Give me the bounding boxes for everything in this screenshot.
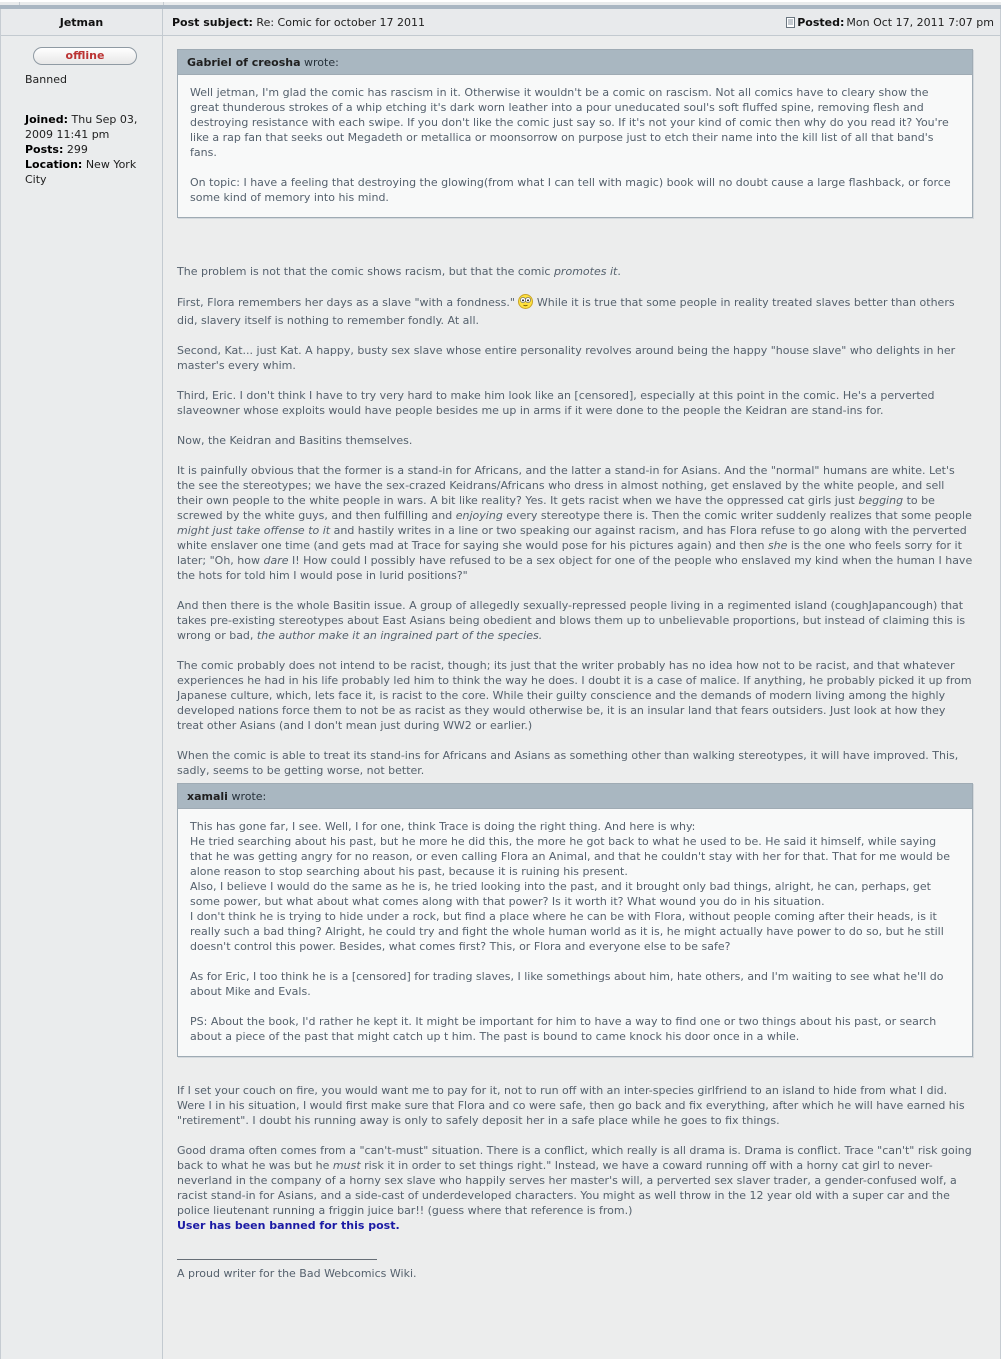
- post-subject-cell: [163, 9, 1000, 35]
- quote-paragraph: Well jetman, I'm glad the comic has rascism in it. Otherwise it wouldn't be a comic on rascism. Not all comics have to cleary show the great thunderous strokes of a whip etching it's dark worn leather into a pour uneducated soul's soft fluffed spine, removing flesh and destroying resistance with each swipe. If you don't like the comic just say so. If it's not your kind of comic then why do you read it? You're like a rap fan that seeks out Megadeth or metallica or moonsorrow on purpose just to etch their name into the kill list of all that band's fans.: [190, 86, 949, 159]
- quote-paragraph: PS: About the book, I'd rather he kept it. It might be important for him to have a way to find one or two things about his past, or search about a piece of the past that might catch up t him. The past is bound to came knock his door once in a while.: [190, 1015, 937, 1043]
- posted-info: [786, 15, 994, 30]
- posts-value: 299: [66, 143, 88, 156]
- post-paragraph: Good drama often comes from a "can't-must" situation. There is a conflict, which really is all drama is. Drama is conflict. Trace "can't" risk going back to what he was but he must risk it in order to set things right." Instead, we have a coward running off with a horny cat girl to never-neverland in the company of a horny sex slave who happily serves her master's will, a perverted sex slaver trader, a gender-confused wolf, a racist stand-in for Asians, and a side-cast of underdeveloped characters. You might as well throw in the 12 year old with a super car and the police lieutenant running a friggin juice bar!! (guess where that reference is from.): [177, 1144, 972, 1217]
- post-time-icon: [786, 17, 795, 28]
- post-paragraph: If I set your couch on fire, you would want me to pay for it, not to run off with an inter-species girlfriend to an island to hide from what I did. Were I in his situation, I would first make sure that Flora and co were safe, then go back and fix everything, after which he will have earned his "retirement". I doubt his running away is only to safely deposit her in a safe place while he goes to fix things.: [177, 1084, 965, 1127]
- quote-content: [178, 809, 972, 1056]
- posts-label: Posts:: [25, 143, 64, 156]
- posted-label: Posted:: [797, 15, 845, 29]
- shock-smiley-icon: [518, 294, 533, 313]
- quote-wrote-label: wrote:: [304, 56, 339, 69]
- quote-block: [177, 49, 973, 218]
- quote-paragraph: This has gone far, I see. Well, I for one, think Trace is doing the right thing. And here is why: He tried searching about his past, but he more he did this, the more he got back to what he used to be. He said it himself, while saying that he was getting angry for no reason, or even calling Flora an Animal, and that he couldn't stay with her for that. That for me would be alone reason to stop searching about his past, because it is ruining his present. Also, I believe I would do the same as he is, he tried looking into the past, and it brought only bad things, alright, he can, perhaps, get some power, but what about what comes along with that power? Is it worth it? What wound you do in his situation. I don't think he is trying to hide under a rock, but find a place where he can be with Flora, without people coming after their heads, is it really such a bad thing? Alright, he could try and fight the whole human world as it is, he might actually have power to do so, but he still doesn't control this power. Besides, what comes first? This, or Flora and everyone else to be safe?: [190, 820, 951, 953]
- posts-row: [25, 142, 154, 157]
- previous-row-cell: [164, 2, 1001, 5]
- post-paragraph: Now, the Keidran and Basitins themselves.: [177, 434, 413, 447]
- previous-post-row-edge: [0, 0, 1001, 5]
- signature-divider: [177, 1259, 377, 1260]
- post-author-name: Jetman: [1, 9, 163, 35]
- post-subject: [172, 15, 425, 30]
- post-paragraph: And then there is the whole Basitin issue. A group of allegedly sexually-repressed people living in a regimented island (coughJapancough) that takes pre-existing stereotypes about East Asians being obedient and blows them up to unbelievable proportions, but instead of claiming this is wrong or bad, the author make it an ingrained part of the species.: [177, 599, 966, 642]
- post-body-row: [1, 36, 1000, 1359]
- quote-paragraph: As for Eric, I too think he is a [censored] for trading slaves, I like somethings about him, hate others, and I'm waiting to see what he'll do about Mike and Evals.: [190, 970, 944, 998]
- offline-status-button[interactable]: offline: [33, 47, 137, 65]
- quote-header: [178, 784, 972, 809]
- poster-details: [25, 112, 154, 187]
- quote-header: [178, 50, 972, 75]
- post-table: [0, 9, 1001, 1359]
- post-paragraph: Third, Eric. I don't think I have to try very hard to make him look like an [censored], especially at this point in the comic. He's a perverted slaveowner whose exploits would have people besides me up in arms if it were done to the people the Keidran are stand-ins for.: [177, 389, 935, 417]
- location-label: Location:: [25, 158, 83, 171]
- post-subject-label: Post subject:: [172, 15, 253, 29]
- post-body-text: [177, 1083, 973, 1218]
- joined-label: Joined:: [25, 113, 68, 126]
- quote-content: [178, 75, 972, 217]
- post-header-row: [1, 9, 1000, 36]
- location-row: [25, 157, 154, 187]
- quote-block: [177, 783, 973, 1057]
- quote-paragraph: On topic: I have a feeling that destroying the glowing(from what I can tell with magic) book will no doubt cause a large flashback, or force some kind of memory into his mind.: [190, 176, 951, 204]
- post-paragraph: It is painfully obvious that the former is a stand-in for Africans, and the latter a stand-in for Asians. And the "normal" humans are white. Let's the see the stereotypes; we have the sex-crazed Keidrans/Africans who dress in almost nothing, get enslaved by the white people, and sell their own people to the white people in wars. A bit like reality? Yes. It gets racist when we have the oppressed cat girls just begging to be screwed by the white guys, and then fulfilling and enjoying every stereotype there is. Then the comic writer suddenly realizes that some people might just take offense to it and hastily writes in a line or two speaking our against racism, and has Flora refuse to go along with the perverted white enslaver one time (and gets mad at Trace for saying she would pose for his pictures again) and then she is the one who feels sorry for it later; "Oh, how dare I! How could I possibly have refused to be a sex object for one of the people who enslaved my kind when the human I have the hots for told him I would pose in lurid positions?": [177, 464, 973, 582]
- post-paragraph: The problem is not that the comic shows racism, but that the comic promotes it.: [177, 265, 621, 278]
- post-subject-text: Re: Comic for october 17 2011: [256, 15, 425, 29]
- location-value: New York City: [25, 158, 137, 186]
- post-content: [163, 36, 1000, 1359]
- post-paragraph: Second, Kat... just Kat. A happy, busty sex slave whose entire personality revolves around being the happy "house slave" who delights in her master's every whim.: [177, 344, 956, 372]
- post-body-text: [177, 264, 973, 778]
- previous-row-cell: [0, 2, 19, 5]
- joined-value: Thu Sep 03, 2009 11:41 pm: [25, 113, 138, 141]
- post-paragraph: When the comic is able to treat its stand-ins for Africans and Asians as something other than walking stereotypes, it will have improved. This, sadly, seems to be getting worse, not better.: [177, 749, 959, 777]
- quote-author: xamali: [187, 790, 228, 803]
- signature-text: A proud writer for the Bad Webcomics Wiki.: [177, 1267, 417, 1280]
- post-paragraph: The comic probably does not intend to be racist, though; its just that the writer probably has no idea how not to be racist, and that whatever experiences he had in his life probably led him to think the way he does. I doubt it is a case of malice. If anything, he probably picked it up from Japanese culture, which, lets face it, is racist to the core. While their guilty conscience and the demands of modern living among the highly developed nations force them to not be as racist as they would otherwise be, it is an insular land that fears outsiders. Just look at how they treat other Asians (and I don't mean just during WW2 or earlier.): [177, 659, 972, 732]
- quote-wrote-label: wrote:: [231, 790, 267, 803]
- poster-rank: Banned: [25, 73, 67, 86]
- posted-time: Mon Oct 17, 2011 7:07 pm: [846, 15, 994, 29]
- joined-row: [25, 112, 154, 142]
- post-paragraph: First, Flora remembers her days as a slave "with a fondness." While it is true that some people in reality treated slaves better than others did, slavery itself is nothing to remember fondly. At all.: [177, 296, 955, 327]
- poster-profile: [1, 36, 163, 1359]
- banned-notice: User has been banned for this post.: [177, 1219, 400, 1232]
- previous-row-cell: [20, 2, 163, 5]
- quote-author: Gabriel of creosha: [187, 56, 301, 69]
